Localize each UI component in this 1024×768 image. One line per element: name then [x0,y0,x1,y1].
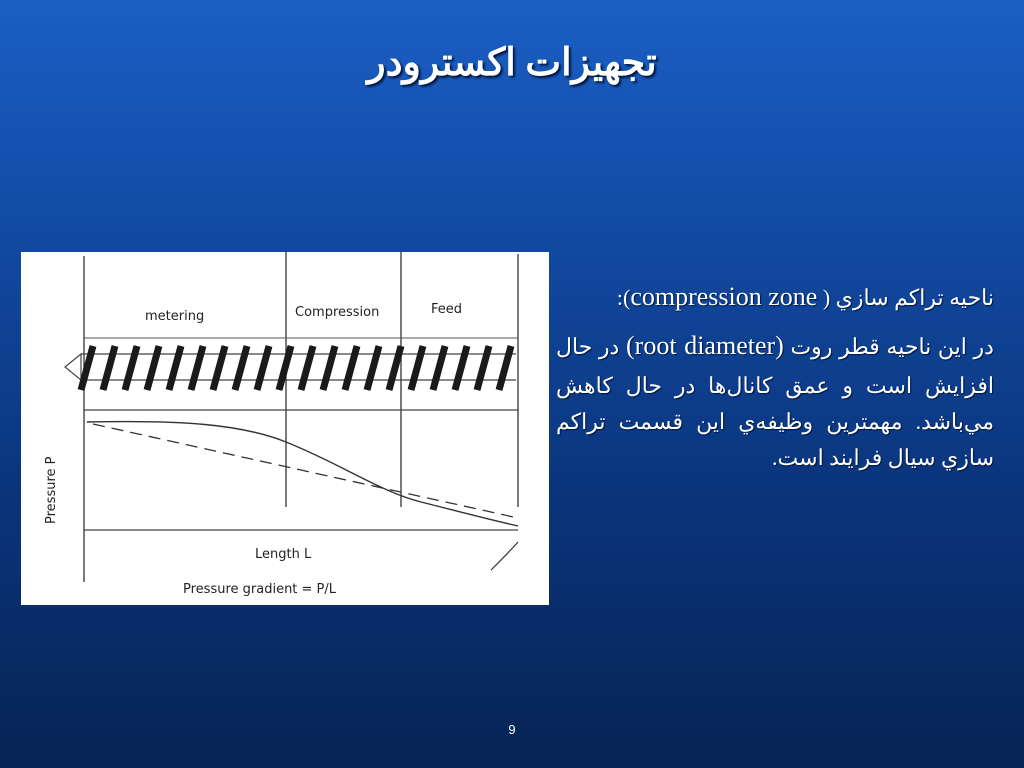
page-number: 9 [508,722,516,737]
heading-latin-term: compression zone [630,282,818,311]
length-axis-label: Length L [255,547,312,562]
compression-zone-heading [556,276,994,319]
compression-zone-description [556,325,994,477]
extruder-screw-figure [21,252,549,605]
pressure-gradient-caption: Pressure gradient = P/L [183,582,337,597]
screw-flights [81,346,511,390]
feed-zone-label: Feed [431,302,463,317]
description-prefix: در اين ناحيه قطر روت [783,333,994,359]
compression-zone-label: Compression [295,305,380,320]
description-latin-term: (root diameter) [626,330,784,360]
metering-zone-label: metering [145,309,205,324]
heading-end: ): [616,285,631,310]
description-rest: در حال افزايش است و عمق کانال‌ها در حال کاهش مي‌باشد. مهمترين وظيفه‌ي اين قسمت تراکم سازي سيال فرايند است. [556,333,994,471]
slide-body-text [556,276,994,483]
heading-persian: ناحيه تراكم سازي ( [822,285,994,310]
slide-title: تجهيزات اكسترودر [367,42,657,84]
pressure-gradient-line [93,424,518,518]
length-axis-arrow [491,542,518,570]
extruder-diagram [21,252,549,605]
pressure-axis-label: Pressure P [44,456,59,524]
